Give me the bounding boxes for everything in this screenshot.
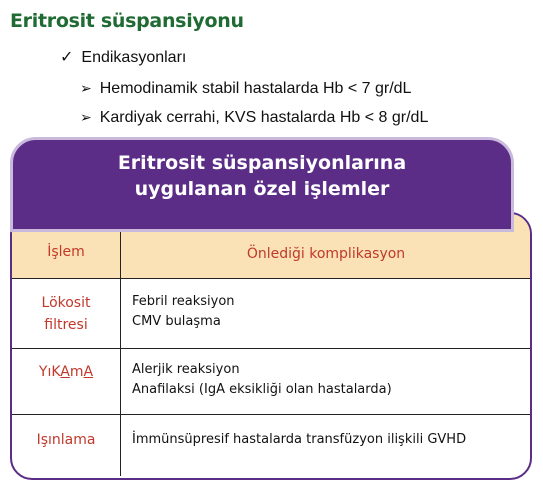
indications-label: Endikasyonları <box>81 49 187 66</box>
processes-table <box>10 212 532 480</box>
row-divider <box>12 348 530 349</box>
process-part: A <box>83 364 94 380</box>
complication-line: CMV bulaşma <box>132 314 221 329</box>
complication-cell: İmmünsüpresif hastalarda transfüzyon ilişkili GVHD <box>132 432 467 447</box>
complication-line: Febril reaksiyon <box>132 294 235 309</box>
indication-item <box>80 80 411 98</box>
box-title <box>10 150 514 202</box>
complication-cell <box>132 292 235 332</box>
check-icon: ✓ <box>60 49 74 66</box>
indication-item <box>80 109 428 127</box>
column-header-process: İşlem <box>47 244 85 260</box>
row-divider <box>12 278 530 279</box>
page-title: Eritrosit süspansiyonu <box>10 10 244 32</box>
process-irradiation: Işınlama <box>36 432 96 448</box>
column-header-complication: Önlediği komplikasyon <box>246 246 406 262</box>
box-title-line: Eritrosit süspansiyonlarına <box>117 152 407 174</box>
process-washing <box>12 364 120 380</box>
complication-line: Anafilaksi (IgA eksikliği olan hastalarda) <box>132 382 392 397</box>
process-part: m <box>69 364 84 380</box>
process-line: Lökosit <box>41 295 91 311</box>
process-leukocyte-filter <box>12 292 120 336</box>
indications-heading <box>60 47 186 67</box>
arrow-bullet-icon: ➢ <box>80 109 92 125</box>
indication-text: Hemodinamik stabil hastalarda Hb < 7 gr/dL <box>99 80 412 97</box>
box-title-line: uygulanan özel işlemler <box>134 178 390 200</box>
arrow-bullet-icon: ➢ <box>80 80 92 96</box>
process-part: YıK <box>38 364 61 380</box>
complication-line: Alerjik reaksiyon <box>132 362 240 377</box>
process-part: A <box>60 364 70 380</box>
indication-text: Kardiyak cerrahi, KVS hastalarda Hb < 8 gr/dL <box>99 109 429 126</box>
process-line: filtresi <box>44 317 88 333</box>
complication-cell <box>132 360 392 400</box>
row-divider <box>12 414 530 415</box>
